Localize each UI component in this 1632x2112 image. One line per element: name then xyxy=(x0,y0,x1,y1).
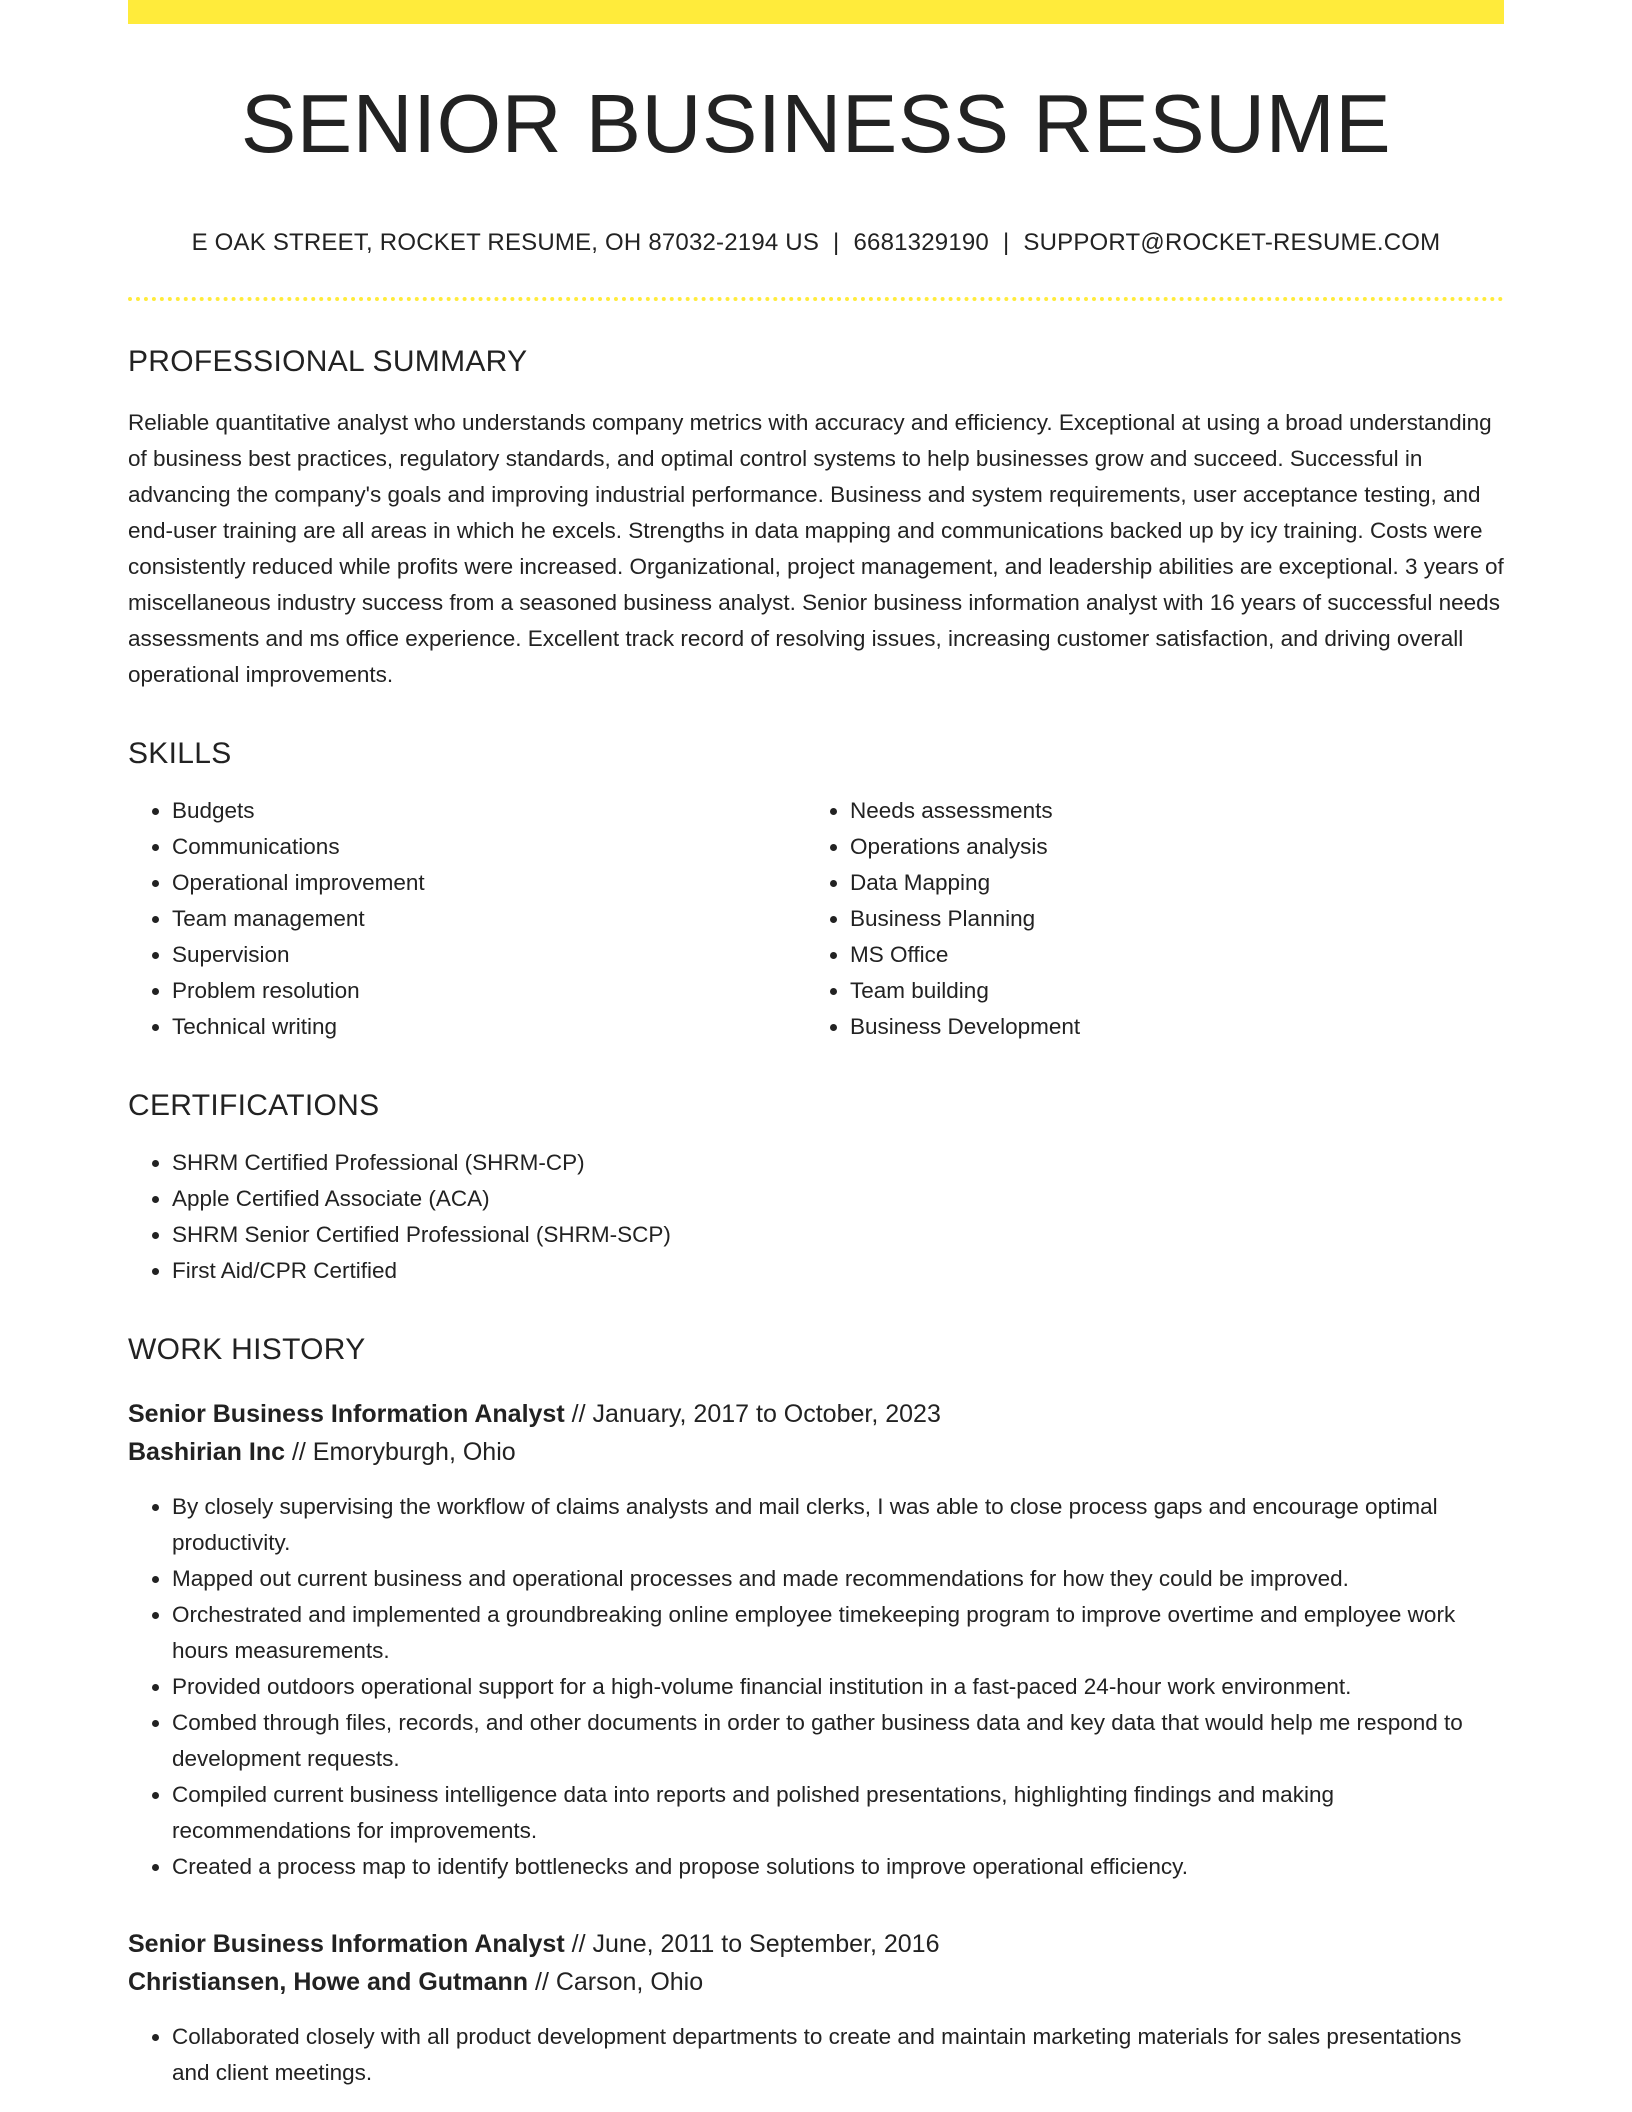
job-bullet: • Collaborated closely with all product development departments to create and maintain marketing materials for sales presentations and client meetings. xyxy=(172,2019,1504,2091)
job-bullet: • Combed through files, records, and other documents in order to gather business data and key data that would help me respond to development requests. xyxy=(172,1705,1504,1777)
job-bullet: • Mapped out current business and operational processes and made recommendations for how they could be improved. xyxy=(172,1561,1504,1597)
job-entry xyxy=(128,1925,1504,2091)
skills-list-right xyxy=(806,793,1484,1045)
contact-email: SUPPORT@ROCKET-RESUME.COM xyxy=(1023,229,1441,256)
job-company: Christiansen, Howe and Gutmann xyxy=(128,1968,529,1996)
accent-top-bar xyxy=(128,0,1504,24)
resume-title: SENIOR BUSINESS RESUME xyxy=(240,77,1392,170)
job-location: // Carson, Ohio xyxy=(528,1968,704,1996)
summary-text: Reliable quantitative analyst who understands company metrics with accuracy and efficiency. Exceptional at using a broad understanding of business best practices, regulatory standards, and optimal control systems to help businesses grow and succeed. Successful in advancing the company's goals and improving industrial performance. Business and system requirements, user acceptance testing, and end-user training are all areas in which he excels. Strengths in data mapping and communications backed up by icy training. Costs were consistently reduced while profits were increased. Organizational, project management, and leadership abilities are exceptional. 3 years of miscellaneous industry success from a seasoned business analyst. Senior business information analyst with 16 years of successful needs assessments and ms office experience. Excellent track record of resolving issues, increasing customer satisfaction, and driving overall operational improvements. xyxy=(128,410,1504,687)
job-bullet: • Provided outdoors operational support for a high-volume financial institution in a fast-paced 24-hour work environment. xyxy=(172,1669,1504,1705)
job-dates: // June, 2011 to September, 2016 xyxy=(564,1930,940,1958)
work-history-heading: WORK HISTORY xyxy=(128,1333,366,1366)
job-bullets xyxy=(128,2019,1504,2091)
skill-item: • Operations analysis xyxy=(850,829,1484,865)
skill-item: • Business Development xyxy=(850,1009,1484,1045)
job-title: Senior Business Information Analyst xyxy=(128,1930,565,1958)
job-entry xyxy=(128,1395,1504,1885)
summary-heading: PROFESSIONAL SUMMARY xyxy=(128,345,528,378)
skill-item: • Communications xyxy=(172,829,806,865)
job-bullets xyxy=(128,1489,1504,1885)
job-title-line xyxy=(128,1395,1504,1433)
job-bullet: • Created a process map to identify bottlenecks and propose solutions to improve operational efficiency. xyxy=(172,1849,1504,1885)
certification-item: • SHRM Senior Certified Professional (SHRM-SCP) xyxy=(172,1217,1504,1253)
contact-separator: | xyxy=(833,229,840,256)
skill-item: • Supervision xyxy=(172,937,806,973)
job-title-line xyxy=(128,1925,1504,1963)
job-company: Bashirian Inc xyxy=(128,1438,285,1466)
job-title: Senior Business Information Analyst xyxy=(128,1400,565,1428)
job-dates: // January, 2017 to October, 2023 xyxy=(564,1400,941,1428)
skill-item: • Problem resolution xyxy=(172,973,806,1009)
job-company-line xyxy=(128,1963,1504,2001)
skill-item: • Business Planning xyxy=(850,901,1484,937)
job-bullet: • Orchestrated and implemented a groundbreaking online employee timekeeping program to improve overtime and employee work hours measurements. xyxy=(172,1597,1504,1669)
skill-item: • Team management xyxy=(172,901,806,937)
certification-item: • SHRM Certified Professional (SHRM-CP) xyxy=(172,1145,1504,1181)
resume-page xyxy=(128,0,1504,2091)
job-bullet: • By closely supervising the workflow of claims analysts and mail clerks, I was able to close process gaps and encourage optimal productivity. xyxy=(172,1489,1504,1561)
contact-phone: 6681329190 xyxy=(853,229,989,256)
skill-item: • Budgets xyxy=(172,793,806,829)
skill-item: • Data Mapping xyxy=(850,865,1484,901)
skill-item: • Technical writing xyxy=(172,1009,806,1045)
certification-item: • First Aid/CPR Certified xyxy=(172,1253,1504,1289)
contact-separator: | xyxy=(1002,229,1010,256)
certifications-list xyxy=(128,1145,1504,1289)
skill-item: • Operational improvement xyxy=(172,865,806,901)
contact-address: E OAK STREET, ROCKET RESUME, OH 87032-2194 US xyxy=(191,229,820,256)
dotted-divider xyxy=(128,297,1504,301)
job-bullet: • Compiled current business intelligence data into reports and polished presentations, highlighting findings and making recommendations for improvements. xyxy=(172,1777,1504,1849)
job-company-line xyxy=(128,1433,1504,1471)
contact-line xyxy=(128,229,1504,257)
skills-list-left xyxy=(128,793,806,1045)
certification-item: • Apple Certified Associate (ACA) xyxy=(172,1181,1504,1217)
skills-heading: SKILLS xyxy=(128,737,232,770)
skills-grid xyxy=(128,793,1504,1045)
skill-item: • Needs assessments xyxy=(850,793,1484,829)
skill-item: • Team building xyxy=(850,973,1484,1009)
job-location: // Emoryburgh, Ohio xyxy=(285,1438,516,1466)
skill-item: • MS Office xyxy=(850,937,1484,973)
certifications-heading: CERTIFICATIONS xyxy=(128,1089,380,1122)
